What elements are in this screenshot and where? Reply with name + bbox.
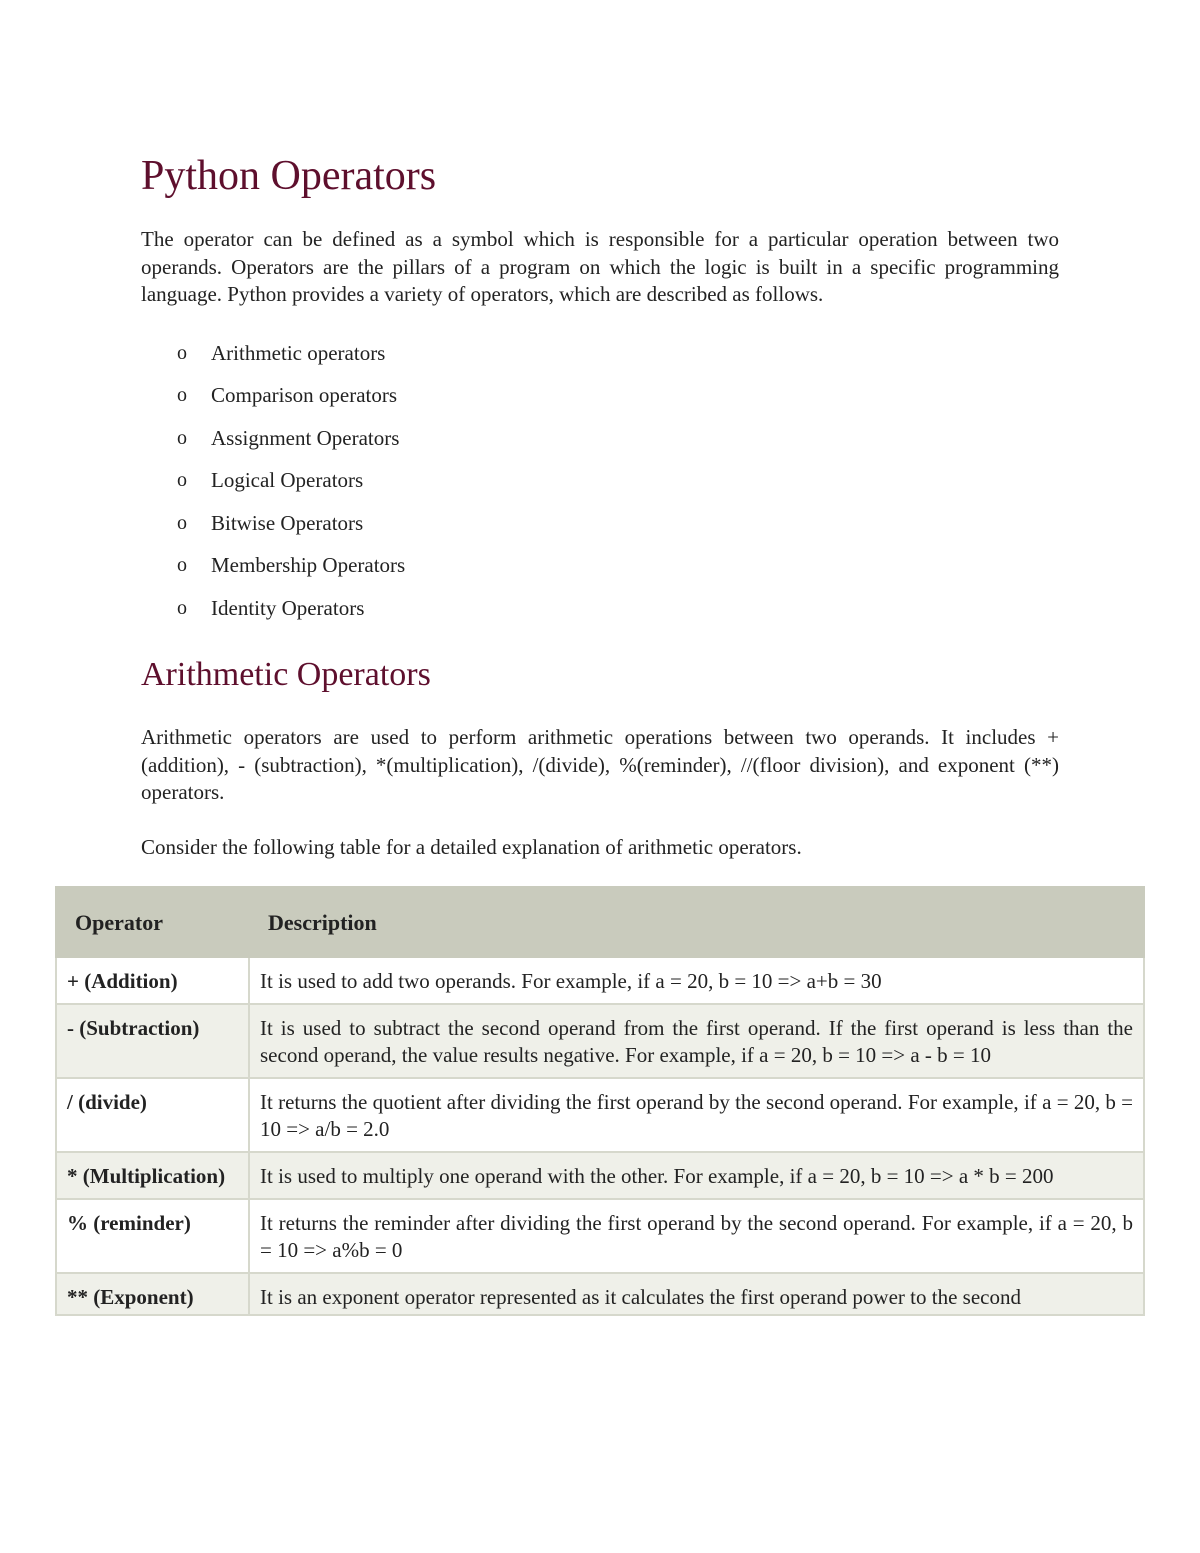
list-item-label: Comparison operators — [211, 383, 398, 407]
bullet-icon: o — [177, 426, 187, 449]
list-item — [141, 381, 1059, 424]
operator-cell: ** (Exponent) — [56, 1273, 249, 1315]
description-cell: It returns the reminder after dividing the first operand by the second operand. For example, if a = 20, b = 10 => a%b = 0 — [249, 1199, 1144, 1273]
section-heading-arithmetic: Arithmetic Operators — [141, 656, 431, 693]
operator-cell: * (Multiplication) — [56, 1152, 249, 1199]
list-item-label: Bitwise Operators — [211, 510, 364, 535]
intro-paragraph: The operator can be defined as a symbol which is responsible for a particular operation between two operands. Operators are the pillars of a program on which the logic is built in a specific programming language. Python provides a variety of operators, which are described as follows. — [141, 227, 1059, 306]
bullet-icon: o — [177, 341, 187, 364]
table-row — [56, 1273, 1144, 1315]
document-content — [141, 150, 1059, 861]
bullet-icon: o — [177, 596, 187, 619]
operator-cell: - (Subtraction) — [56, 1004, 249, 1078]
list-item — [141, 424, 1059, 467]
list-item — [141, 466, 1059, 509]
table-row — [56, 957, 1144, 1004]
arithmetic-operators-table — [55, 886, 1145, 1316]
operator-types-list — [141, 339, 1059, 637]
list-item-label: Membership Operators — [211, 553, 406, 577]
description-cell: It returns the quotient after dividing the first operand by the second operand. For example, if a = 20, b = 10 => a/b = 2.0 — [249, 1078, 1144, 1152]
column-header-operator: Operator — [56, 887, 249, 957]
list-item — [141, 551, 1059, 594]
bullet-icon: o — [177, 511, 187, 534]
operator-cell: % (reminder) — [56, 1199, 249, 1273]
list-item-label: Identity Operators — [211, 595, 365, 620]
list-item — [141, 339, 1059, 382]
table-row — [56, 1004, 1144, 1078]
operator-cell: + (Addition) — [56, 957, 249, 1004]
description-cell: It is used to subtract the second operand from the first operand. If the first operand is less than the second operand, the value results negative. For example, if a = 20, b = 10 => a - b = 10 — [249, 1004, 1144, 1078]
bullet-icon: o — [177, 384, 187, 406]
bullet-icon: o — [177, 469, 187, 491]
table-row — [56, 1078, 1144, 1152]
description-cell: It is used to add two operands. For example, if a = 20, b = 10 => a+b = 30 — [249, 957, 1144, 1004]
description-cell: It is an exponent operator represented as it calculates the first operand power to the second — [249, 1273, 1144, 1315]
list-item — [141, 594, 1059, 637]
list-item-label: Assignment Operators — [211, 425, 400, 450]
table-header-row — [56, 887, 1144, 957]
arithmetic-description: Arithmetic operators are used to perform arithmetic operations between two operands. It includes + (addition), - (subtraction), *(multiplication), /(divide), %(reminder), //(floor division), and exponent (**) operators. — [141, 725, 1059, 804]
table-row — [56, 1199, 1144, 1273]
list-item-label: Arithmetic operators — [211, 340, 386, 365]
page-title: Python Operators — [141, 153, 437, 199]
column-header-description: Description — [249, 887, 1144, 957]
list-item-label: Logical Operators — [211, 468, 364, 492]
operator-cell: / (divide) — [56, 1078, 249, 1152]
list-item — [141, 509, 1059, 552]
table-row — [56, 1152, 1144, 1199]
description-cell: It is used to multiply one operand with the other. For example, if a = 20, b = 10 => a * b = 200 — [249, 1152, 1144, 1199]
bullet-icon: o — [177, 554, 187, 576]
table-intro: Consider the following table for a detailed explanation of arithmetic operators. — [141, 834, 802, 859]
